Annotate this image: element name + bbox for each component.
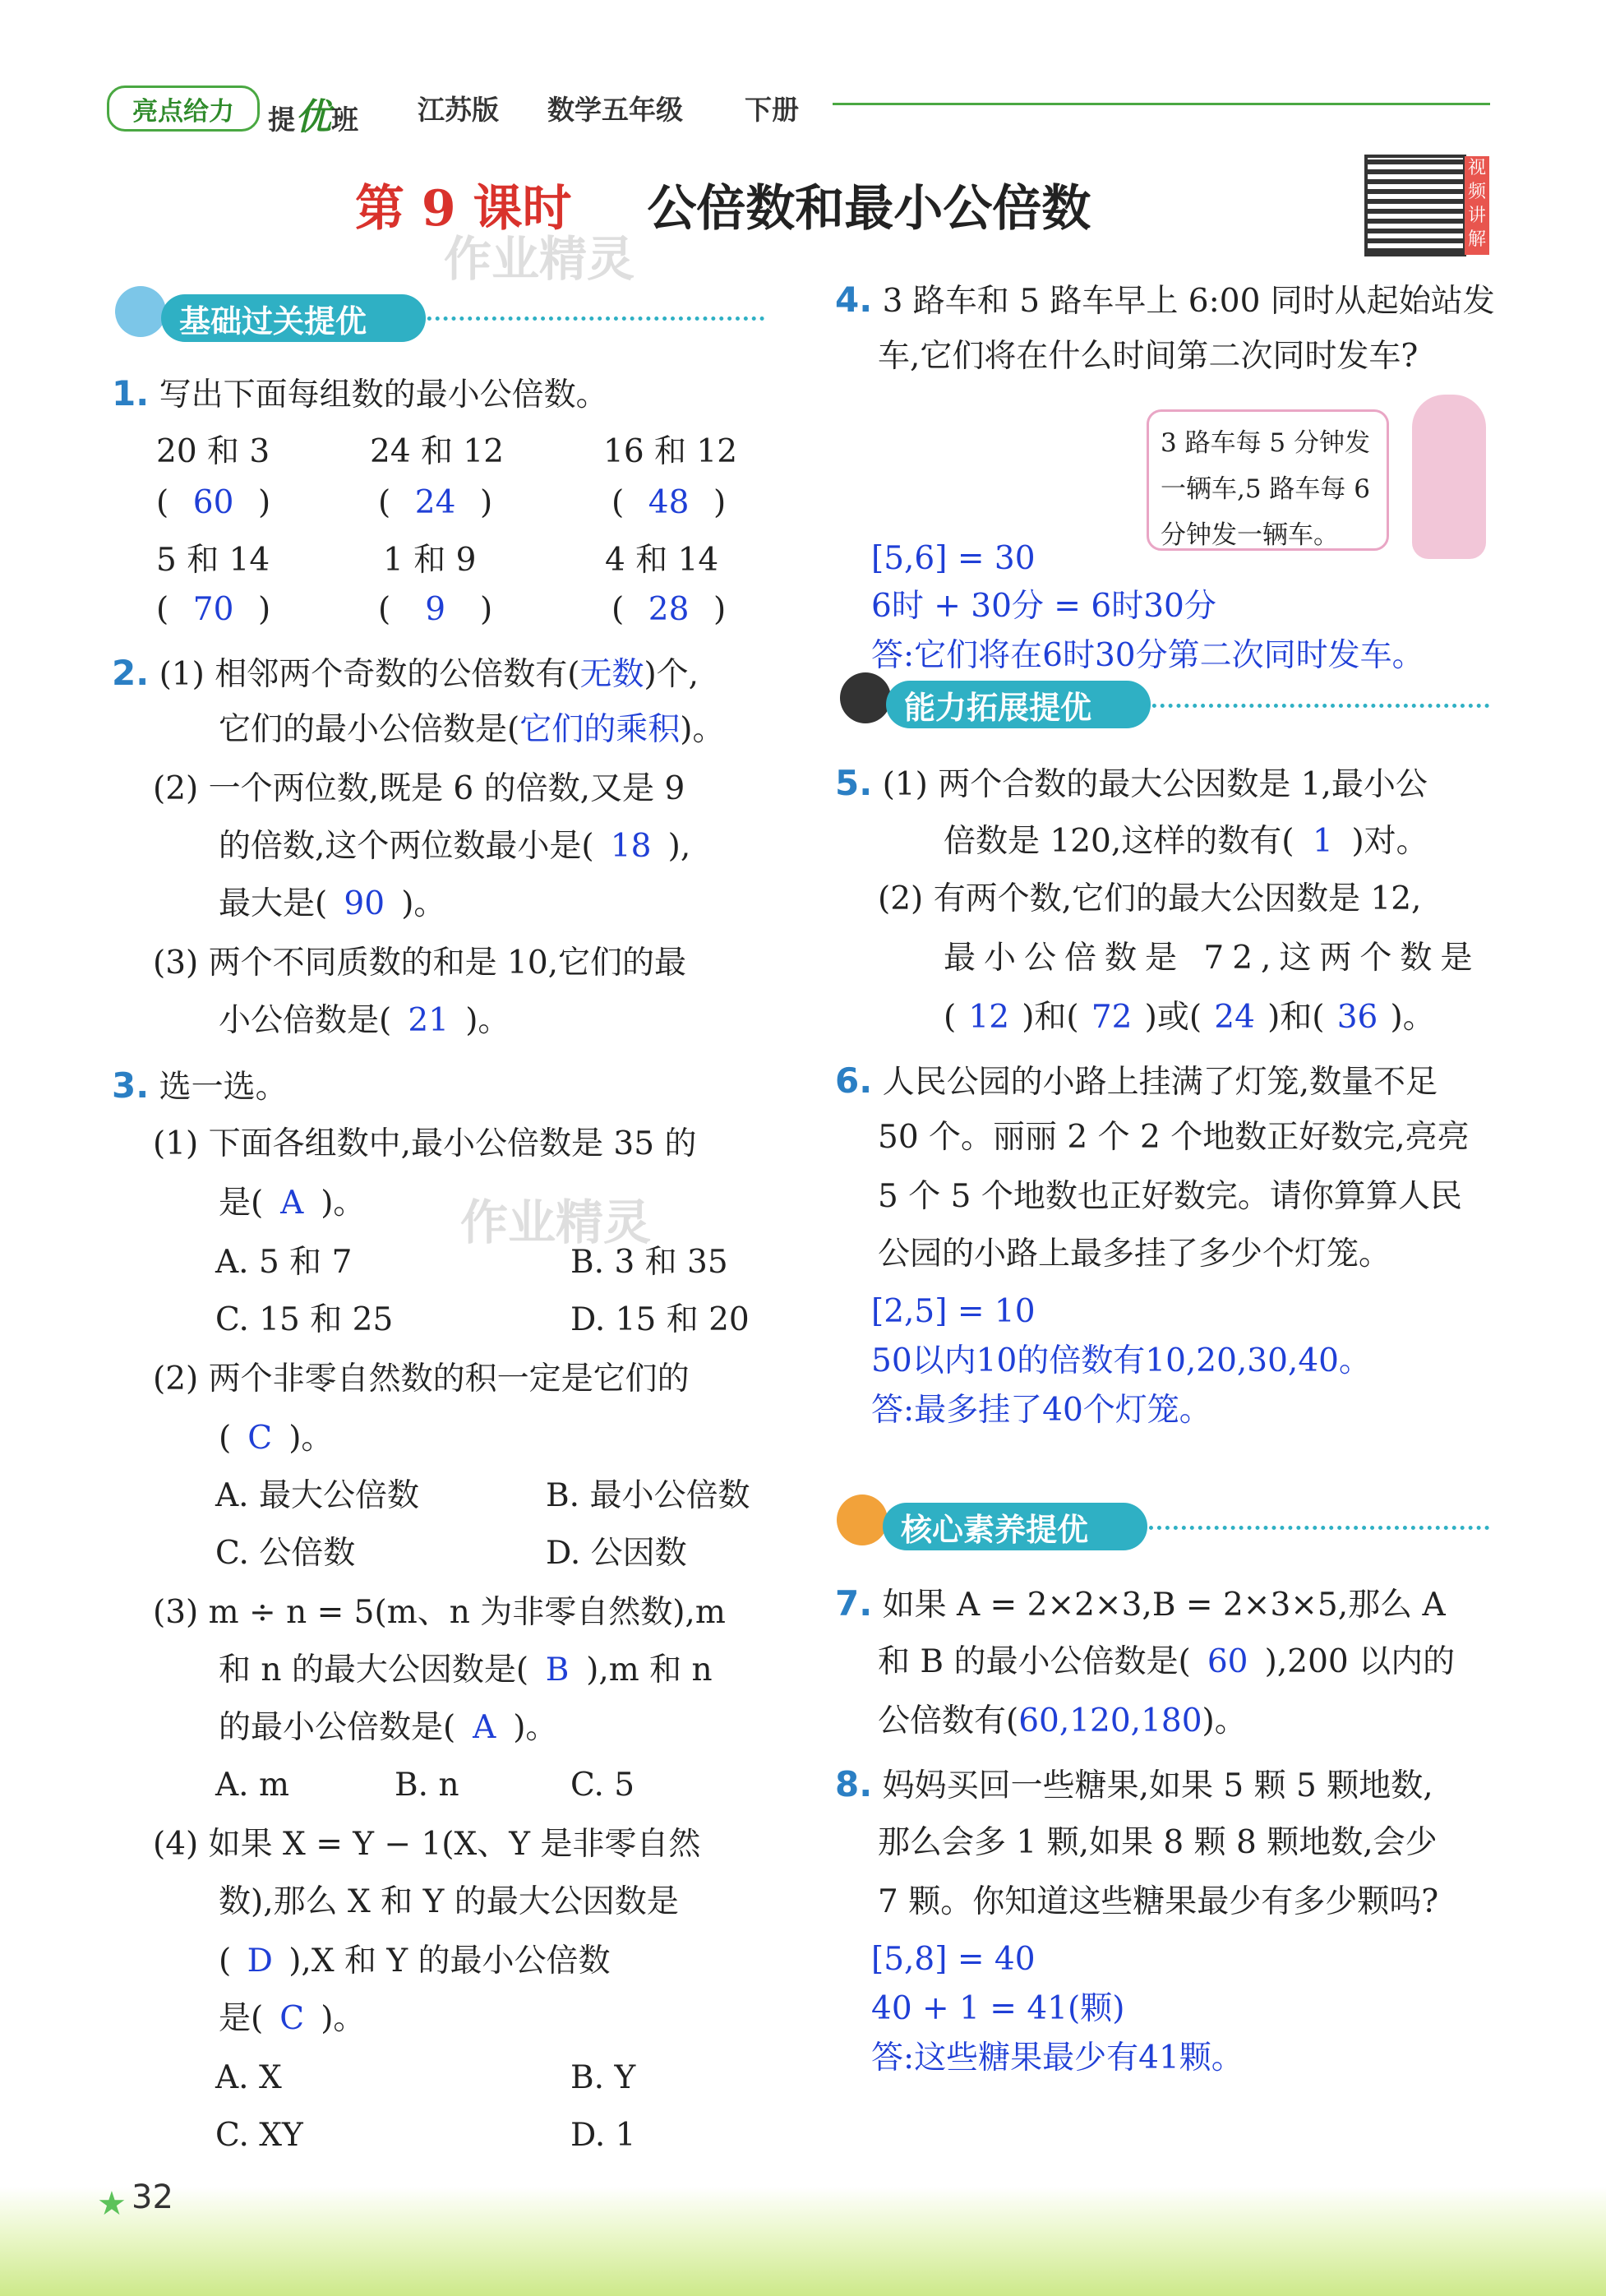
- answer: C: [247, 1420, 273, 1457]
- answer: 36: [1336, 999, 1378, 1036]
- q2-line: [219, 1002, 510, 1039]
- option: A. X: [215, 2059, 282, 2096]
- question-number: 6.: [835, 1060, 873, 1101]
- q6-work: [2,5] = 10: [871, 1293, 1036, 1330]
- question-text: 选一选。: [159, 1069, 288, 1106]
- question-3: [112, 1065, 288, 1106]
- q2-text: (1) 相邻两个奇数的公倍数有(: [159, 656, 580, 693]
- answer: 70: [192, 591, 234, 628]
- question-4: [835, 279, 1495, 320]
- q1-pair: 16 和 12: [603, 433, 738, 470]
- answer: C: [279, 2000, 305, 2037]
- mascot-bird-icon: [115, 286, 166, 337]
- q6-answer: 答:最多挂了40个灯笼。: [871, 1392, 1211, 1429]
- question-number: 7.: [835, 1583, 873, 1624]
- subject-label: 数学五年级: [547, 94, 683, 126]
- edition-label: 江苏版: [418, 94, 499, 126]
- q2-line: [219, 885, 446, 922]
- q6-work: 50以内10的倍数有10,20,30,40。: [871, 1342, 1371, 1379]
- brand-part-a: 提: [268, 104, 295, 136]
- q4-answer: 答:它们将在6时30分第二次同时发车。: [871, 637, 1424, 674]
- option: B. n: [395, 1767, 459, 1804]
- option: D. 公因数: [546, 1535, 687, 1572]
- option: B. 最小公倍数: [546, 1477, 750, 1514]
- answer: A: [473, 1709, 496, 1746]
- question-number: 3.: [112, 1065, 150, 1106]
- option: C. 公倍数: [215, 1535, 356, 1572]
- option: C. XY: [215, 2117, 303, 2154]
- lesson-number: 第 9 课时: [355, 180, 572, 238]
- q4-work: [5,6] = 30: [871, 540, 1036, 577]
- q5-text: )和(: [1267, 999, 1325, 1036]
- answer: 72: [1091, 999, 1133, 1036]
- option: B. Y: [570, 2059, 636, 2096]
- answer: 1: [1313, 823, 1333, 860]
- q2-text: )。: [465, 1002, 510, 1039]
- q1-answer-blank[interactable]: ( 24 ): [378, 484, 493, 521]
- q1-pair: 24 和 12: [370, 433, 505, 470]
- q1-pair: 5 和 14: [156, 542, 270, 579]
- question-text: 3 路车和 5 路车早上 6:00 同时从起始站发: [882, 283, 1495, 320]
- q1-pair: 4 和 14: [605, 542, 719, 579]
- question-6: [835, 1060, 1438, 1101]
- q3-line: [219, 1943, 611, 1980]
- q2-line: [219, 711, 725, 748]
- banner-divider: [1141, 1526, 1489, 1530]
- brand-badge: 亮点给力: [107, 85, 260, 132]
- q1-answer-blank[interactable]: ( 28 ): [611, 591, 727, 628]
- q3-line: [219, 1709, 558, 1746]
- q3-line: (3) m ÷ n = 5(m、n 为非零自然数),m: [153, 1594, 726, 1631]
- q3-text: )。: [513, 1709, 558, 1746]
- q3-text: ),X 和 Y 的最小公倍数: [288, 1943, 611, 1980]
- q3-text: )。: [321, 2000, 366, 2037]
- q7-line: [878, 1702, 1247, 1739]
- q8-answer: 答:这些糖果最少有41颗。: [871, 2040, 1244, 2077]
- q5-text: )对。: [1351, 823, 1428, 860]
- q2-text: ),: [667, 828, 691, 865]
- q1-pair: 1 和 9: [383, 542, 477, 579]
- answer: 24: [1214, 999, 1255, 1036]
- answer: 9: [425, 591, 446, 628]
- q3-text: )。: [321, 1185, 366, 1222]
- girl-illustration-icon: [1412, 395, 1486, 559]
- q2-text: 的倍数,这个两位数最小是(: [219, 828, 594, 865]
- q7-text: 公倍数有(: [878, 1702, 1019, 1739]
- answer: 60: [1207, 1643, 1248, 1680]
- watermark: 作业精灵: [444, 231, 635, 287]
- star-icon: ★: [97, 2185, 127, 2223]
- question-5: [835, 763, 1428, 803]
- brand-name: [268, 87, 358, 140]
- q3-line: (2) 两个非零自然数的积一定是它们的: [153, 1361, 690, 1397]
- q8-work: [5,8] = 40: [871, 1941, 1036, 1978]
- q3-text: 和 n 的最大公因数是(: [219, 1652, 529, 1689]
- q2-text: )。: [680, 711, 725, 748]
- q5-line: 最小公倍数是 72,这两个数是: [944, 940, 1481, 977]
- answer: 90: [344, 885, 385, 922]
- q7-text: 和 B 的最小公倍数是(: [878, 1643, 1191, 1680]
- q1-answer-blank[interactable]: ( 70 ): [156, 591, 271, 628]
- q3-text: 的最小公倍数是(: [219, 1709, 456, 1746]
- q2-line: (3) 两个不同质数的和是 10,它们的最: [153, 945, 687, 982]
- mascot-tiger-icon: [837, 1494, 888, 1545]
- question-8: [835, 1764, 1433, 1804]
- q2-text: 最大是(: [219, 885, 328, 922]
- q8-work: 40 + 1 = 41(颗): [871, 1990, 1125, 2027]
- answer: A: [280, 1185, 304, 1222]
- q3-line: (4) 如果 X = Y − 1(X、Y 是非零自然: [153, 1826, 701, 1863]
- answer: 12: [968, 999, 1010, 1036]
- answer: 60: [192, 484, 234, 521]
- answer: 18: [610, 828, 652, 865]
- q3-line: [219, 1652, 713, 1689]
- q3-text: ),m 和 n: [586, 1652, 713, 1689]
- q5-text: (: [944, 999, 957, 1036]
- question-number: 4.: [835, 279, 873, 320]
- banner-divider: [1144, 704, 1489, 708]
- banner-divider: [419, 316, 764, 321]
- q2-line: [219, 828, 691, 865]
- option: D. 1: [570, 2117, 636, 2154]
- q3-text: 是(: [219, 2000, 264, 2037]
- q4-work: 6时 + 30分 = 6时30分: [871, 588, 1216, 625]
- qr-code[interactable]: [1364, 155, 1466, 256]
- question-number: 5.: [835, 763, 873, 803]
- q6-line: 50 个。丽丽 2 个 2 个地数正好数完,亮亮: [878, 1119, 1470, 1156]
- section-banner-core: 核心素养提优: [883, 1503, 1147, 1550]
- option: C. 15 和 25: [215, 1301, 394, 1338]
- q3-text: )。: [288, 1420, 334, 1457]
- brand-part-b: 优: [295, 96, 331, 138]
- q3-text: (: [219, 1420, 232, 1457]
- q1-answer-blank[interactable]: ( 60 ): [156, 484, 271, 521]
- question-7: [835, 1583, 1446, 1624]
- q5-line: [944, 999, 1435, 1036]
- q3-text: (: [219, 1943, 232, 1980]
- q4-line: 车,它们将在什么时间第二次同时发车?: [878, 338, 1419, 375]
- option: A. m: [215, 1767, 289, 1804]
- q3-line: (1) 下面各组数中,最小公倍数是 35 的: [153, 1125, 697, 1162]
- q6-line: 5 个 5 个地数也正好数完。请你算算人民: [878, 1178, 1462, 1215]
- q5-text: 倍数是 120,这样的数有(: [944, 823, 1294, 860]
- q1-answer-blank[interactable]: ( 48 ): [611, 484, 727, 521]
- answer: 24: [414, 484, 456, 521]
- section-banner-ability: 能力拓展提优: [886, 681, 1151, 728]
- answer: 28: [648, 591, 690, 628]
- q8-line: 那么会多 1 颗,如果 8 颗 8 颗地数,会少: [878, 1824, 1438, 1861]
- q3-text: 是(: [219, 1185, 264, 1222]
- question-text: 人民公园的小路上挂满了灯笼,数量不足: [882, 1064, 1438, 1101]
- brand-part-c: 班: [331, 104, 358, 136]
- q2-text: 小公倍数是(: [219, 1002, 392, 1039]
- q3-line: 数),那么 X 和 Y 的最大公因数是: [219, 1883, 679, 1920]
- option: C. 5: [570, 1767, 635, 1804]
- q7-text: ),200 以内的: [1264, 1643, 1456, 1680]
- answer: D: [247, 1943, 273, 1980]
- q2-text: )个,: [644, 656, 699, 693]
- answer: 48: [648, 484, 690, 521]
- q5-line: (2) 有两个数,它们的最大公因数是 12,: [878, 880, 1422, 917]
- answer: B: [545, 1652, 570, 1689]
- section-banner-basic: 基础过关提优: [161, 294, 426, 342]
- q5-text: )或(: [1144, 999, 1202, 1036]
- answer: 无数: [579, 656, 644, 693]
- question-number: 2.: [112, 653, 150, 693]
- answer: 21: [408, 1002, 450, 1039]
- q8-line: 7 颗。你知道这些糖果最少有多少颗吗?: [878, 1883, 1439, 1920]
- question-text: 写出下面每组数的最小公倍数。: [159, 377, 608, 413]
- q3-line: [219, 1420, 334, 1457]
- option: A. 最大公倍数: [215, 1477, 419, 1514]
- mascot-panda-icon: [840, 672, 891, 723]
- header-rule: [833, 103, 1490, 105]
- q2-text: )。: [401, 885, 446, 922]
- q5-line: [944, 823, 1428, 860]
- question-number: 1.: [112, 373, 150, 413]
- page-number: 32: [132, 2178, 173, 2216]
- q6-line: 公园的小路上最多挂了多少个灯笼。: [878, 1236, 1391, 1273]
- question-number: 8.: [835, 1764, 873, 1804]
- footer-decoration: [0, 2187, 1606, 2296]
- hint-speech-bubble: 3 路车每 5 分钟发一辆车,5 路车每 6 分钟发一辆车。: [1147, 409, 1389, 551]
- question-2: [112, 653, 699, 693]
- option: D. 15 和 20: [570, 1301, 750, 1338]
- answer: 60,120,180: [1018, 1702, 1202, 1739]
- qr-video-label[interactable]: 视频讲解: [1465, 156, 1489, 255]
- option: B. 3 和 35: [570, 1244, 728, 1281]
- option: A. 5 和 7: [215, 1244, 353, 1281]
- answer: 它们的乘积: [519, 711, 681, 748]
- q2-text: 它们的最小公倍数是(: [219, 711, 520, 748]
- watermark: 作业精灵: [460, 1194, 652, 1250]
- q7-text: )。: [1202, 1702, 1247, 1739]
- q1-pair: 20 和 3: [156, 433, 270, 470]
- question-text: (1) 两个合数的最大公因数是 1,最小公: [882, 766, 1428, 803]
- q3-line: [219, 2000, 366, 2037]
- question-text: 妈妈买回一些糖果,如果 5 颗 5 颗地数,: [882, 1767, 1433, 1804]
- question-1: [112, 373, 608, 413]
- lesson-name: 公倍数和最小公倍数: [647, 180, 1091, 238]
- q2-line: (2) 一个两位数,既是 6 的倍数,又是 9: [153, 770, 685, 807]
- q1-answer-blank[interactable]: ( 9 ): [378, 591, 493, 628]
- q5-text: )。: [1390, 999, 1435, 1036]
- q3-line: [219, 1185, 366, 1222]
- volume-label: 下册: [745, 94, 799, 126]
- q5-text: )和(: [1022, 999, 1079, 1036]
- question-text: 如果 A = 2×2×3,B = 2×3×5,那么 A: [882, 1587, 1446, 1624]
- q7-line: [878, 1643, 1456, 1680]
